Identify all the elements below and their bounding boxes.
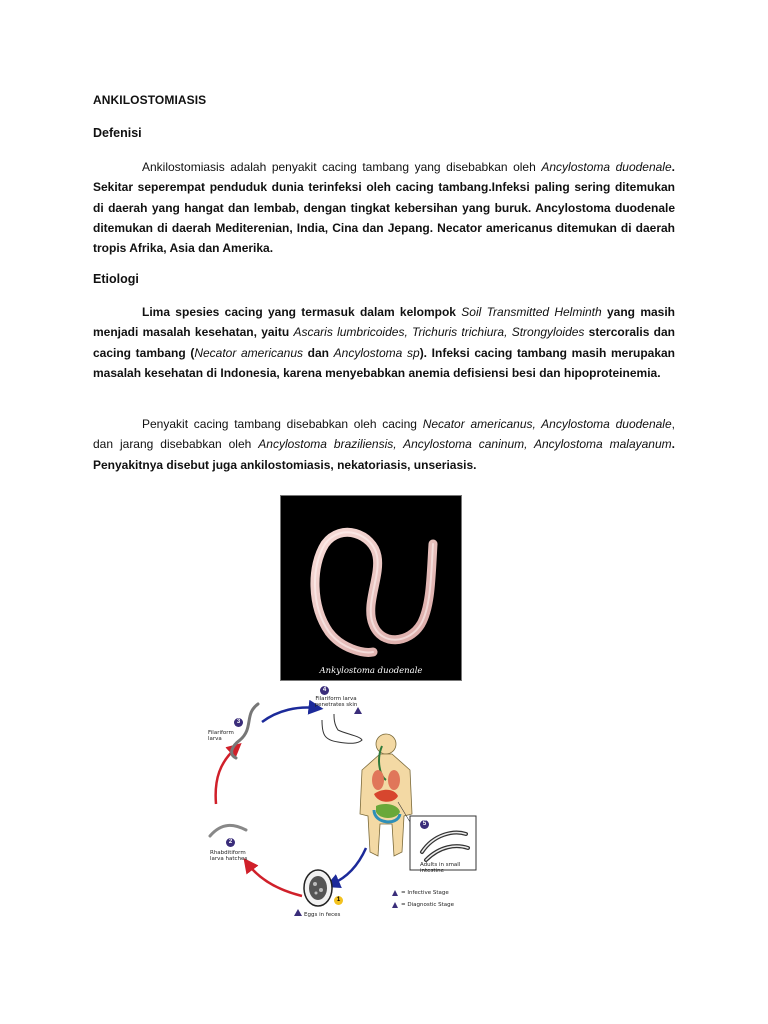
step-label-eggs: Eggs in feces [304, 912, 341, 918]
paragraph-defenisi [93, 157, 675, 258]
document-title: ANKILOSTOMIASIS [93, 93, 207, 107]
species-name: Ancylostoma sp [333, 345, 420, 360]
text-run: yang masih menjadi masalah kesehatan, yaitu [93, 305, 676, 340]
paragraph-etiologi-2 [93, 414, 675, 475]
text-run: . Penyakitnya disebut juga ankilostomiasis, nekatoriasis, unseriasis. [93, 437, 675, 472]
step-number-1: 1 [334, 896, 343, 905]
text-run: Ankilostomiasis adalah penyakit cacing tambang yang disebabkan oleh [142, 160, 542, 174]
text-run: Lima spesies cacing yang termasuk dalam kelompok [142, 305, 462, 319]
text-run: dan [303, 345, 334, 360]
worm-caption: Ankylostoma duodenale [319, 666, 423, 676]
worm-photo [280, 495, 462, 681]
step-number-3: 3 [234, 718, 243, 727]
section-heading-etiologi: Etiologi [93, 272, 139, 286]
step-label-adults: Adults in small intestine [420, 862, 461, 874]
text-run: . Sekitar seperempat penduduk dunia terinfeksi oleh cacing tambang.Infeksi paling sering ditemukan di daerah yang hangat dan lembab, dengan tingkat kebersihan yang buruk. Ancylostoma duodenale ditemukan di daerah Mediterenian, India, Cina dan Jepang. Necator americanus ditemukan di daerah tropis Afrika, Asia dan Amerika. [93, 160, 675, 256]
text-run: Penyakit cacing tambang disebabkan oleh cacing [142, 417, 423, 431]
species-name: Necator americanus [194, 345, 304, 360]
step-label-rhabditiform: Rhabditiform larva hatches [210, 850, 248, 862]
lifecycle-diagram [198, 684, 480, 924]
step-number-5: 5 [420, 820, 429, 829]
species-name: Ascaris lumbricoides, Trichuris trichiura, Strongyloides [293, 325, 585, 340]
text-run: ). Infeksi cacing tambang masih merupakan masalah kesehatan di Indonesia, karena menyebabkan anemia defisiensi besi dan hipoproteinemia. [93, 345, 675, 380]
group-name: Soil Transmitted Helminth [461, 305, 602, 319]
worm-illustration [281, 496, 461, 680]
text-run: , dan jarang disebabkan oleh [93, 417, 675, 452]
legend-diagnostic: = Diagnostic Stage [401, 902, 455, 908]
paragraph-etiologi-1 [93, 302, 675, 383]
species-name: Ancylostoma duodenale [541, 160, 672, 174]
legend-infective: = Infective Stage [401, 890, 449, 896]
step-label-filariform-penetrates: Filariform larva penetrates skin [314, 696, 358, 708]
species-name: Ancylostoma braziliensis, Ancylostoma caninum, Ancylostoma malayanum [258, 437, 672, 452]
text-run: stercoralis dan cacing tambang ( [93, 325, 675, 360]
step-number-2: 2 [226, 838, 235, 847]
species-name: Necator americanus, Ancylostoma duodenale [422, 417, 672, 431]
step-number-4: 4 [320, 686, 329, 695]
step-label-filariform: Filariform larva [208, 730, 234, 742]
section-heading-defenisi: Defenisi [93, 126, 142, 140]
